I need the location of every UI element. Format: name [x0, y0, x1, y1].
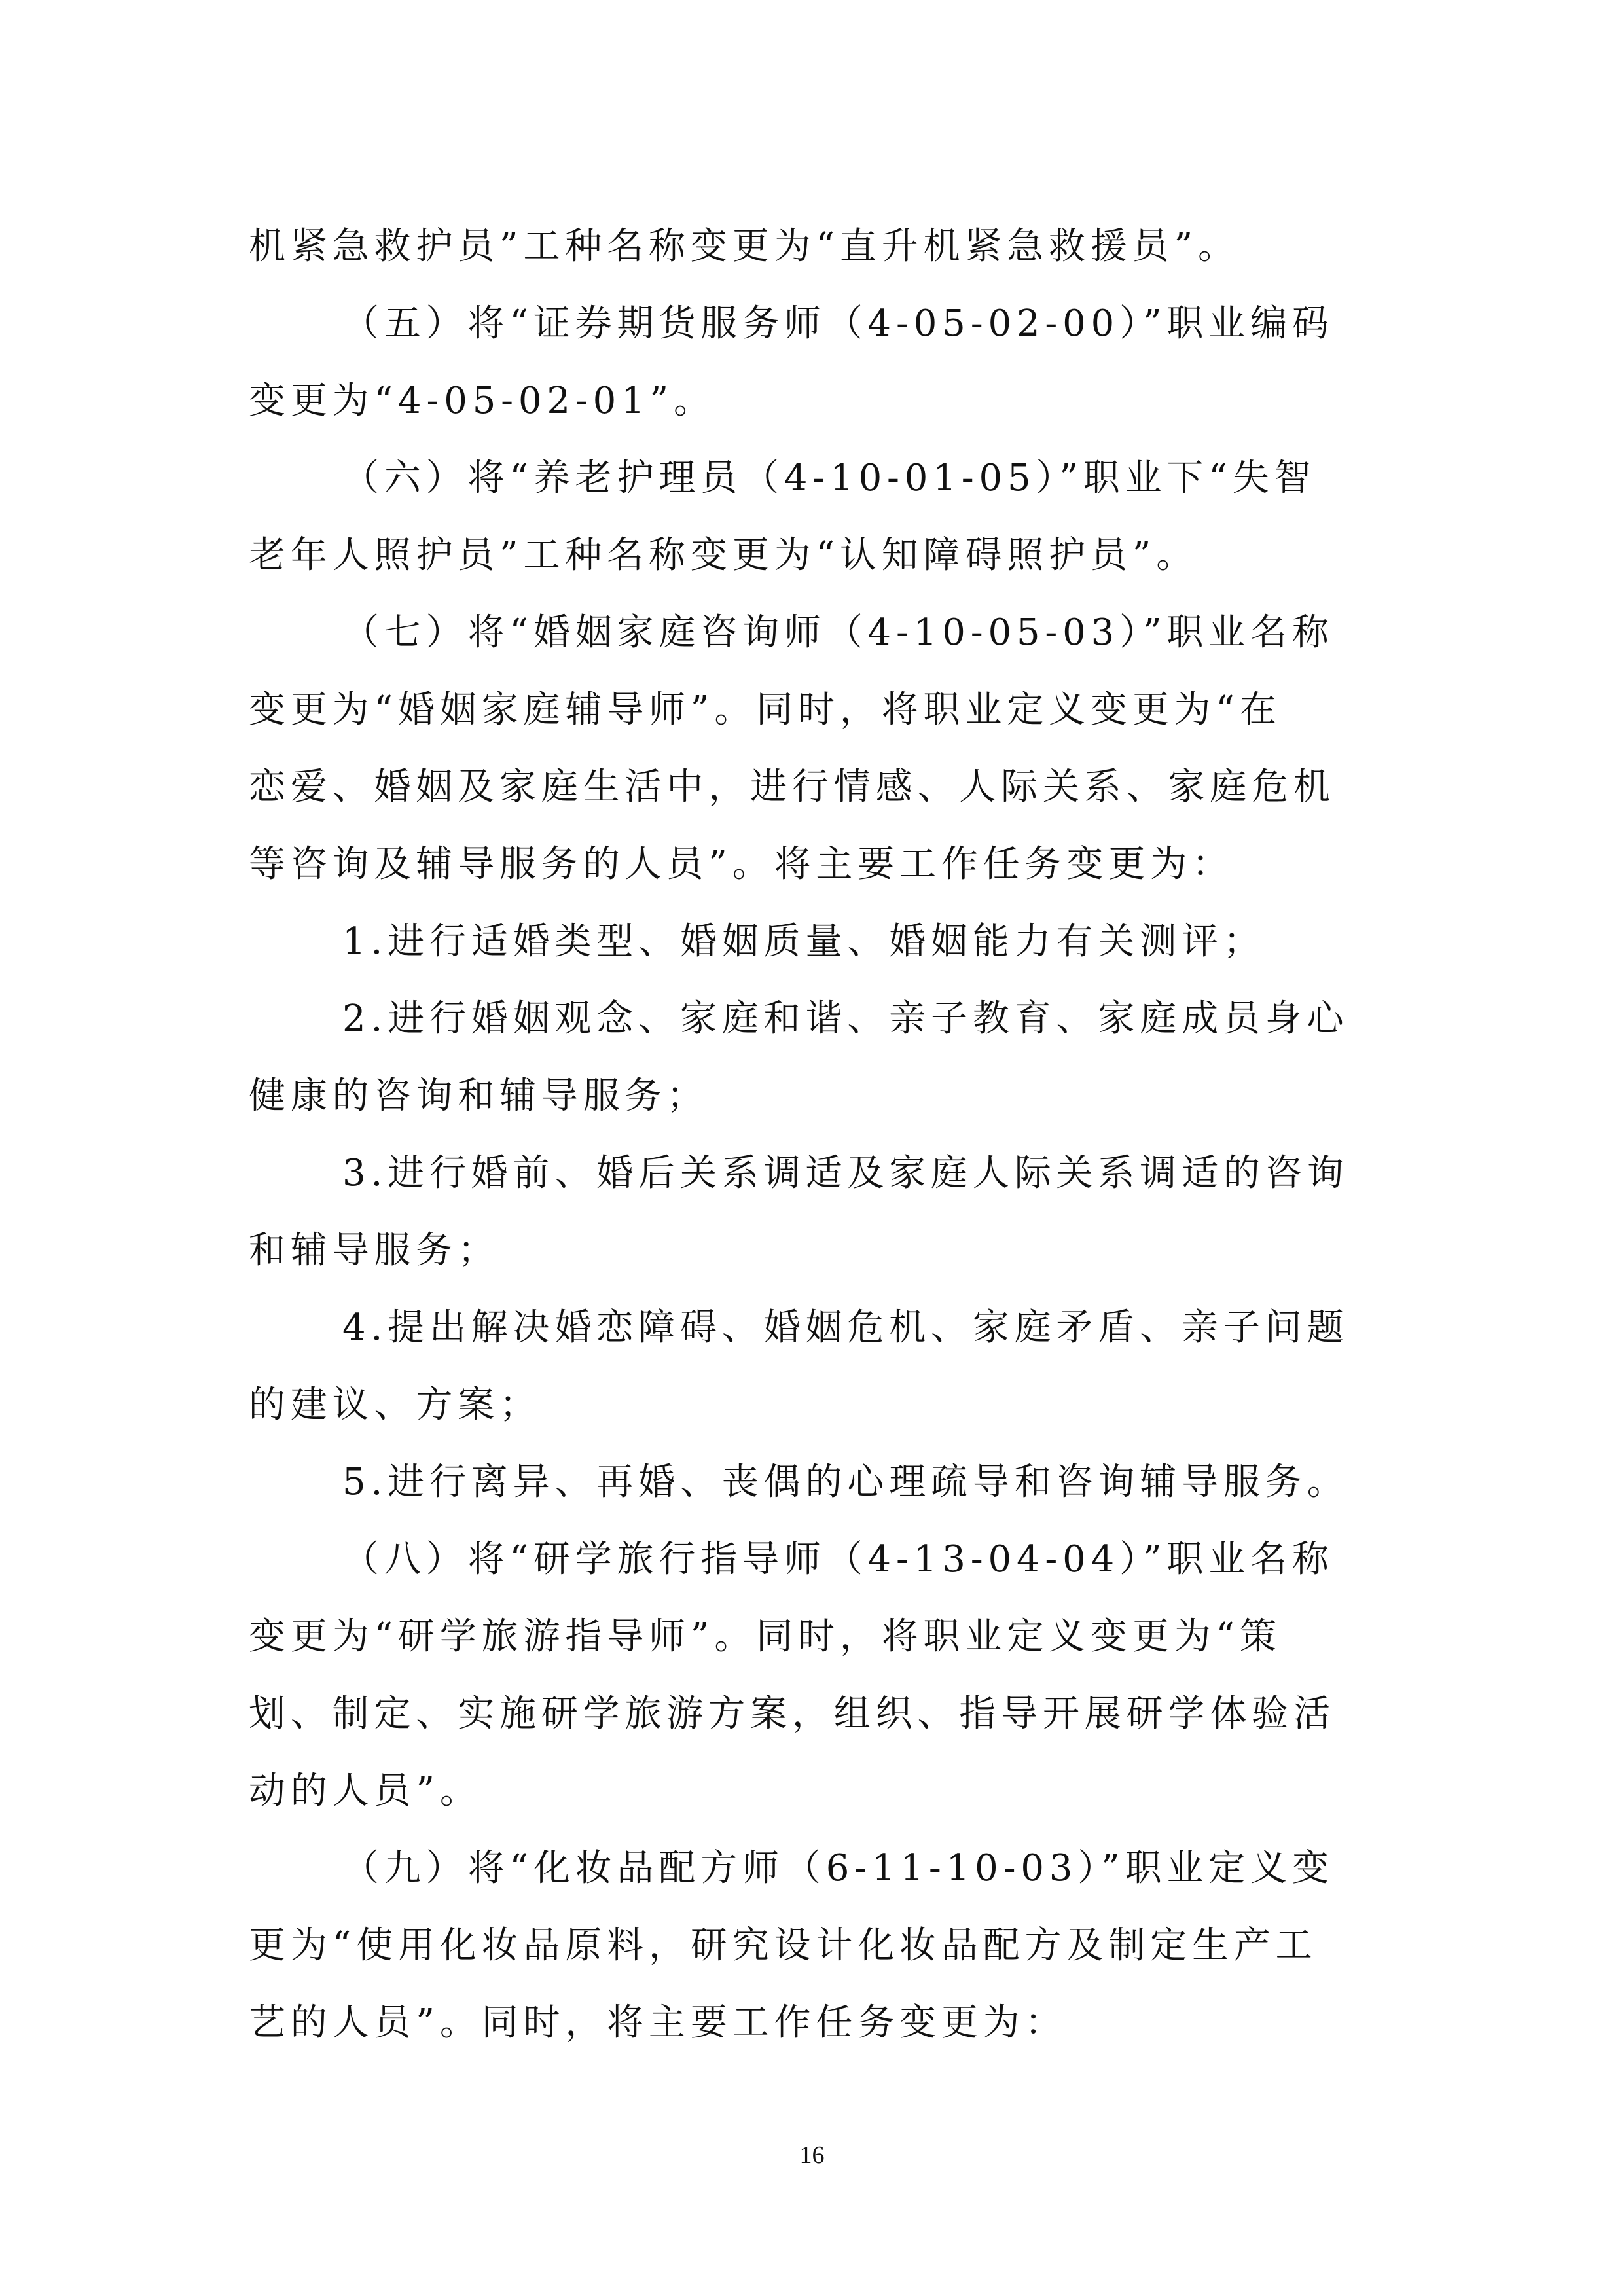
text-line: 划、制定、实施研学旅游方案，组织、指导开展研学体验活 [249, 1693, 1335, 1735]
text-line: 4.提出解决婚恋障碍、婚姻危机、家庭矛盾、亲子问题 [342, 1306, 1349, 1349]
text-line: （九）将“化妆品配方师（6-11-10-03）”职业定义变 [342, 1847, 1334, 1890]
page-number: 16 [799, 2142, 825, 2169]
text-line: 变更为“婚姻家庭辅导师”。同时，将职业定义变更为“在 [249, 689, 1282, 731]
text-line: 1.进行适婚类型、婚姻质量、婚姻能力有关测评； [342, 920, 1265, 963]
text-line: 健康的咨询和辅导服务； [249, 1075, 709, 1117]
body-text [249, 208, 1381, 2062]
text-line: 变更为“4-05-02-01”。 [249, 380, 715, 422]
text-line: 等咨询及辅导服务的人员”。将主要工作任务变更为： [249, 843, 1234, 886]
text-line: 动的人员”。 [249, 1770, 482, 1812]
text-line: 3.进行婚前、婚后关系调适及家庭人际关系调适的咨询 [342, 1152, 1349, 1194]
text-line: 变更为“研学旅游指导师”。同时，将职业定义变更为“策 [249, 1615, 1282, 1658]
text-line: （五）将“证券期货服务师（4-05-02-00）”职业编码 [342, 302, 1334, 345]
text-line: 艺的人员”。同时，将主要工作任务变更为： [249, 2001, 1067, 2044]
text-line: 机紧急救护员”工种名称变更为“直升机紧急救援员”。 [249, 225, 1240, 268]
text-line: 更为“使用化妆品原料，研究设计化妆品配方及制定生产工 [249, 1924, 1318, 1967]
text-line: （六）将“养老护理员（4-10-01-05）”职业下“失智 [342, 457, 1316, 499]
text-line: （八）将“研学旅行指导师（4-13-04-04）”职业名称 [342, 1538, 1334, 1581]
text-line: 的建议、方案； [249, 1384, 541, 1426]
text-line: 恋爱、婚姻及家庭生活中，进行情感、人际关系、家庭危机 [249, 766, 1335, 808]
text-line: （七）将“婚姻家庭咨询师（4-10-05-03）”职业名称 [342, 611, 1334, 654]
text-line: 老年人照护员”工种名称变更为“认知障碍照护员”。 [249, 534, 1199, 577]
text-line: 2.进行婚姻观念、家庭和谐、亲子教育、家庭成员身心 [342, 997, 1349, 1040]
text-line: 5.进行离异、再婚、丧偶的心理疏导和咨询辅导服务。 [342, 1461, 1349, 1503]
text-line: 和辅导服务； [249, 1229, 500, 1272]
